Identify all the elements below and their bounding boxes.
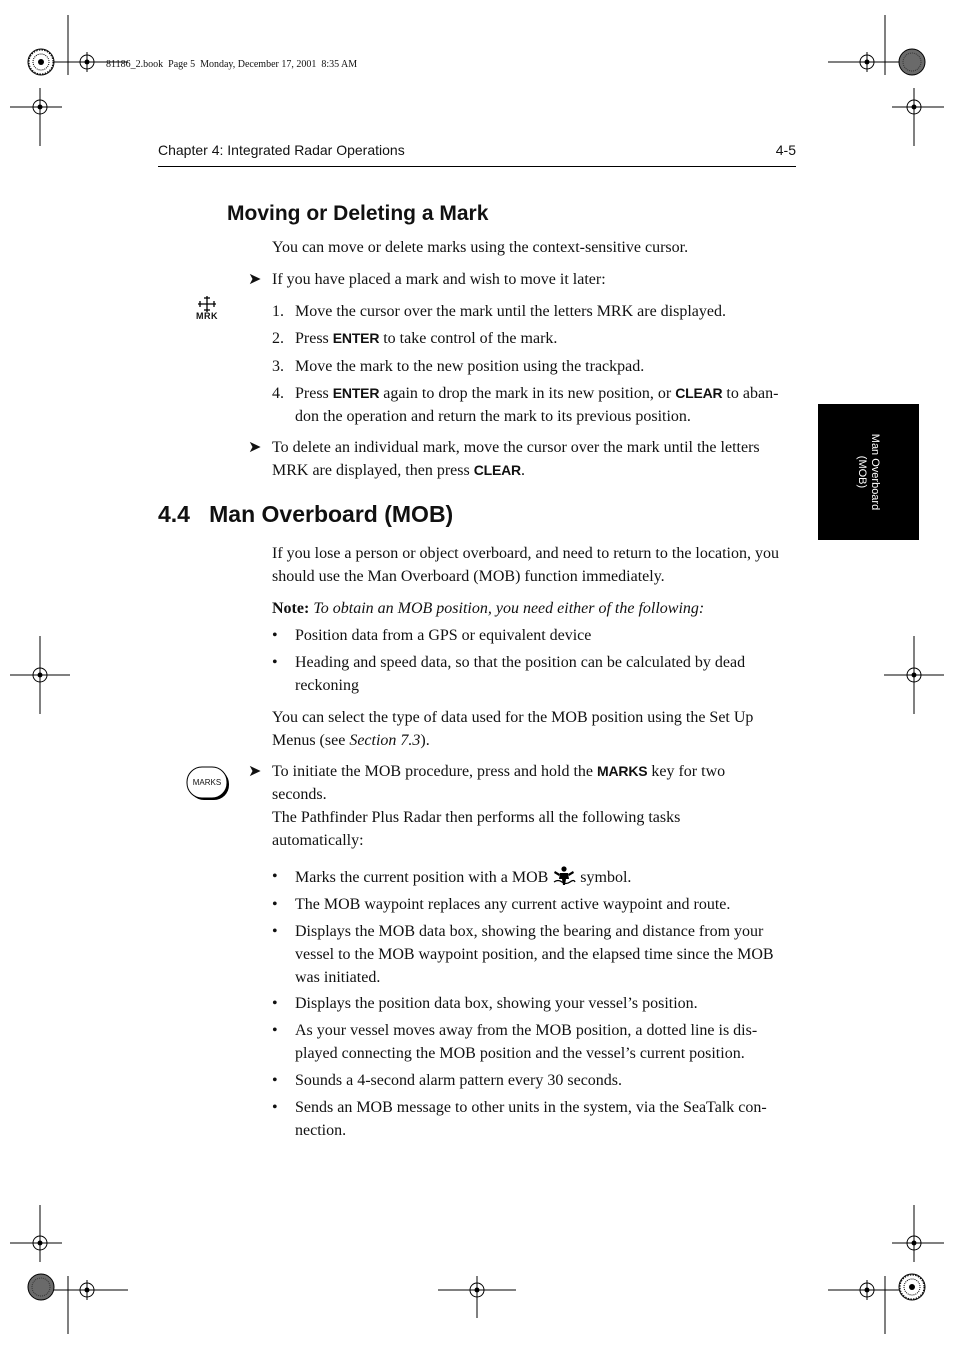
arrow-bullet-icon: ➤ bbox=[248, 271, 262, 288]
marks-key-icon-label: MARKS bbox=[192, 778, 222, 787]
enter-key-label: ENTER bbox=[332, 385, 380, 401]
period: . bbox=[520, 462, 525, 479]
bullet-text: symbol. bbox=[576, 869, 632, 886]
bullet-icon: • bbox=[272, 654, 278, 671]
mrk-icon-label: MRK bbox=[196, 311, 218, 321]
clear-key-label: CLEAR bbox=[675, 385, 723, 401]
marks-key-label: MARKS bbox=[597, 763, 648, 779]
pathfinder-line1: The Pathfinder Plus Radar then performs all the following tasks bbox=[272, 809, 681, 826]
pathfinder-line2: automatically: bbox=[272, 832, 364, 849]
bullet-icon: • bbox=[272, 1022, 278, 1039]
step-text: again to drop the mark in its new position, or bbox=[379, 385, 676, 402]
bullet-text: Marks the current position with a MOB bbox=[295, 869, 553, 886]
mob-intro-line2: should use the Man Overboard (MOB) function immediately. bbox=[272, 568, 665, 585]
bullet-icon: • bbox=[272, 868, 278, 885]
running-header-chapter: Chapter 4: Integrated Radar Operations bbox=[158, 142, 405, 158]
step-number: 1. bbox=[272, 303, 284, 320]
bullet-text: Sends an MOB message to other units in the system, via the SeaTalk con- bbox=[295, 1099, 767, 1116]
task-bullet-3 bbox=[272, 920, 796, 989]
mob-select-para bbox=[272, 706, 796, 752]
side-tab-line1: Man Overboard bbox=[869, 433, 881, 511]
enter-key-label: ENTER bbox=[332, 330, 380, 346]
header-rule bbox=[158, 166, 796, 167]
step-text: Press bbox=[295, 385, 333, 402]
mark-step-1 bbox=[272, 300, 796, 323]
note-bullet-heading bbox=[272, 651, 796, 697]
print-slug: 81186_2.book Page 5 Monday, December 17, 2001 8:35 AM bbox=[106, 59, 358, 70]
bullet-text: Displays the MOB data box, showing the bearing and distance from your bbox=[295, 923, 764, 940]
bullet-text: Displays the position data box, showing your vessel’s position. bbox=[295, 995, 698, 1012]
task-bullet-6 bbox=[272, 1069, 796, 1092]
initiate-text: To initiate the MOB procedure, press and hold the bbox=[272, 763, 598, 780]
mob-note bbox=[272, 597, 796, 620]
task-bullet-4 bbox=[272, 992, 796, 1015]
bullet-text: Heading and speed data, so that the position can be calculated by dead bbox=[295, 654, 746, 671]
bullet-text: Position data from a GPS or equivalent device bbox=[295, 627, 592, 644]
marks-key-icon bbox=[186, 766, 230, 802]
mark-arrow-delete bbox=[248, 436, 796, 482]
note-label: Note: bbox=[272, 600, 310, 617]
step-text: Move the cursor over the mark until the letters MRK are displayed. bbox=[295, 303, 726, 320]
mark-step-3 bbox=[272, 355, 796, 378]
step-text: Move the mark to the new position using the trackpad. bbox=[295, 358, 645, 375]
arrow-bullet-icon: ➤ bbox=[248, 439, 262, 456]
mrk-cursor-icon bbox=[195, 295, 219, 323]
bullet-text: reckoning bbox=[295, 677, 359, 694]
mark-arrow-move bbox=[248, 268, 796, 291]
task-bullet-2 bbox=[272, 893, 796, 916]
select-line1: You can select the type of data used for the MOB position using the Set Up bbox=[272, 709, 754, 726]
select-line2-end: ). bbox=[420, 732, 430, 749]
task-bullet-7 bbox=[272, 1096, 796, 1142]
bullet-icon: • bbox=[272, 923, 278, 940]
initiate-text: key for two bbox=[647, 763, 726, 780]
select-line2: Menus (see bbox=[272, 732, 350, 749]
bullet-icon: • bbox=[272, 1099, 278, 1116]
step-text: Press bbox=[295, 330, 333, 347]
bullet-text: played connecting the MOB position and the vessel’s current position. bbox=[295, 1045, 745, 1062]
note-bullet-gps bbox=[272, 624, 796, 647]
bullet-icon: • bbox=[272, 627, 278, 644]
mark-arrow-delete-line1: To delete an individual mark, move the cursor over the mark until the letters bbox=[272, 439, 760, 456]
bullet-icon: • bbox=[272, 995, 278, 1012]
section-reference: Section 7.3 bbox=[349, 732, 421, 749]
step-number: 3. bbox=[272, 358, 284, 375]
step-text: to take control of the mark. bbox=[379, 330, 558, 347]
mark-intro: You can move or delete marks using the context-sensitive cursor. bbox=[272, 239, 689, 256]
bullet-text: nection. bbox=[295, 1122, 347, 1139]
mark-step-2 bbox=[272, 327, 796, 350]
arrow-bullet-icon: ➤ bbox=[248, 763, 262, 780]
note-text: To obtain an MOB position, you need either of the following: bbox=[309, 600, 705, 617]
side-tab-label bbox=[818, 404, 919, 540]
task-bullet-1 bbox=[272, 865, 796, 889]
side-tab-line2: (MOB) bbox=[856, 455, 868, 489]
step-text: to aban- bbox=[722, 385, 779, 402]
step-text: don the operation and return the mark to its previous position. bbox=[295, 408, 691, 425]
bullet-text: vessel to the MOB waypoint position, and the elapsed time since the MOB bbox=[295, 946, 774, 963]
mark-step-4 bbox=[272, 382, 796, 428]
bullet-text: As your vessel moves away from the MOB position, a dotted line is dis- bbox=[295, 1022, 758, 1039]
mob-intro bbox=[272, 542, 796, 588]
step-number: 4. bbox=[272, 385, 284, 402]
mark-arrow-move-text: If you have placed a mark and wish to move it later: bbox=[272, 271, 606, 288]
bullet-icon: • bbox=[272, 896, 278, 913]
mob-arrow-initiate bbox=[248, 760, 796, 852]
mob-symbol-icon bbox=[552, 865, 576, 887]
bullet-text: The MOB waypoint replaces any current active waypoint and route. bbox=[295, 896, 731, 913]
bullet-text: was initiated. bbox=[295, 969, 381, 986]
task-bullet-5 bbox=[272, 1019, 796, 1065]
running-header-page-number: 4-5 bbox=[775, 142, 796, 158]
initiate-line2: seconds. bbox=[272, 786, 327, 803]
mark-arrow-delete-line2: MRK are displayed, then press bbox=[272, 462, 474, 479]
bullet-icon: • bbox=[272, 1072, 278, 1089]
step-number: 2. bbox=[272, 330, 284, 347]
bullet-text: Sounds a 4-second alarm pattern every 30 seconds. bbox=[295, 1072, 623, 1089]
section-heading-mob: 4.4 Man Overboard (MOB) bbox=[158, 501, 454, 527]
section-heading-mark: Moving or Deleting a Mark bbox=[227, 202, 489, 225]
clear-key-label: CLEAR bbox=[473, 462, 521, 478]
mob-intro-line1: If you lose a person or object overboard, and need to return to the location, you bbox=[272, 545, 779, 562]
